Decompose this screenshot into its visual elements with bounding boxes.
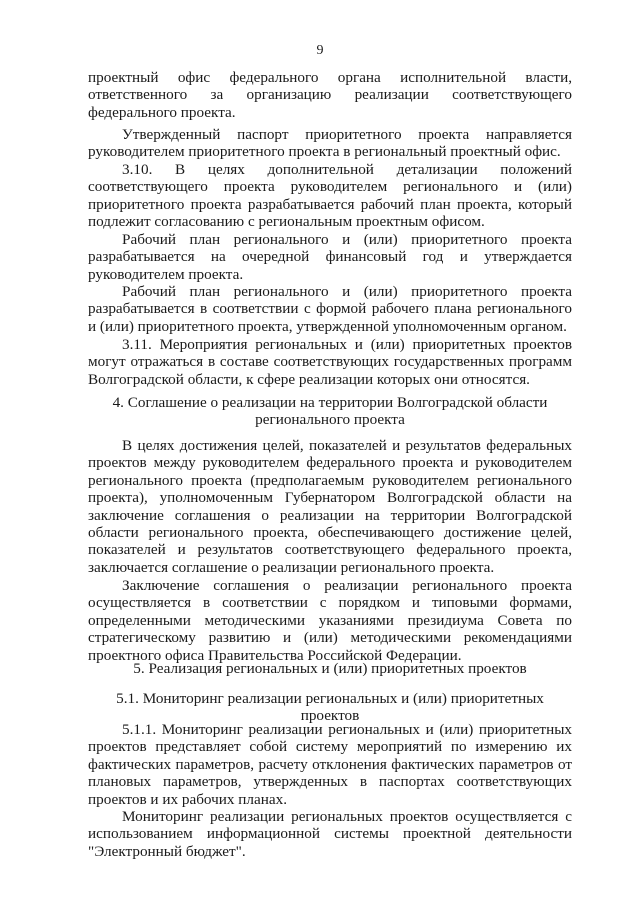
- paragraph-text: Рабочий план регионального и (или) приоритетного проекта разрабатывается на очередной финансовый год и утверждается руководителем проекта.: [88, 231, 572, 283]
- paragraph-agreement-conclusion: [88, 577, 572, 664]
- section-heading: 5. Реализация региональных и (или) приоритетных проектов: [133, 660, 527, 677]
- paragraph-work-plan-year: [88, 231, 572, 283]
- paragraph-text: 3.11. Мероприятия региональных и (или) приоритетных проектов могут отражаться в составе соответствующих государственных программ Волгоградской области, к сфере реализации которых они относятся.: [88, 336, 572, 388]
- paragraph-text: 5.1.1. Мониторинг реализации региональных и (или) приоритетных проектов представляет собой систему мероприятий по измерению их фактических параметров, расчету отклонения фактических параметров от плановых параметров, утвержденных в паспортах соответствующих проектов и их рабочих планах.: [88, 721, 572, 808]
- paragraph-text: Мониторинг реализации региональных проектов осуществляется с использованием информационной системы проектной деятельности "Электронный бюджет".: [88, 808, 572, 860]
- paragraph-passport-approved: [88, 126, 572, 161]
- page-number: 9: [316, 43, 324, 58]
- paragraph-text: 3.10. В целях дополнительной детализации положений соответствующего проекта руководителем регионального и (или) приоритетного проекта разрабатывается рабочий план проекта, который подлежит согласованию с региональным проектным офисом.: [88, 161, 572, 231]
- paragraph-3-10: [88, 161, 572, 231]
- heading-section-5: [88, 660, 572, 677]
- subsection-heading: 5.1. Мониторинг реализации региональных и (или) приоритетных проектов: [116, 690, 544, 725]
- paragraph-text: В целях достижения целей, показателей и результатов федеральных проектов между руководителем федерального проекта и руководителем регионального проекта (предполагаемым руководителем регионального проекта), уполномоченным Губернатором Волгоградской области на заключение соглашения о реализации на территории Волгоградской области регионального проекта, обеспечивающего достижение целей, показателей и результатов соответствующего федерального проекта, заключается соглашение о реализации регионального проекта.: [88, 437, 572, 576]
- paragraph-text: Утвержденный паспорт приоритетного проекта направляется руководителем приоритетного проекта в региональный проектный офис.: [88, 126, 572, 161]
- heading-section-4: [88, 394, 572, 429]
- paragraph-text: проектный офис федерального органа исполнительной власти, ответственного за организацию реализации соответствующего федерального проекта.: [88, 69, 572, 121]
- paragraph-monitoring-system: [88, 808, 572, 860]
- paragraph-project-office-continuation: [88, 69, 572, 121]
- heading-section-5-1: [88, 690, 572, 725]
- paragraph-5-1-1: [88, 721, 572, 808]
- paragraph-agreement-goals: [88, 437, 572, 576]
- section-heading: 4. Соглашение о реализации на территории Волгоградской области регионального проекта: [112, 394, 548, 429]
- paragraph-text: Заключение соглашения о реализации регионального проекта осуществляется в соответствии с порядком и типовыми формами, определенными методическими указаниями президиума Совета по стратегическому развитию и (или) методическими рекомендациями проектного офиса Правительства Российской Федерации.: [88, 577, 572, 664]
- paragraph-work-plan-form: [88, 283, 572, 335]
- paragraph-3-11: [88, 336, 572, 388]
- paragraph-text: Рабочий план регионального и (или) приоритетного проекта разрабатывается в соответствии с формой рабочего плана регионального и (или) приоритетного проекта, утвержденной уполномоченным органом.: [88, 283, 572, 335]
